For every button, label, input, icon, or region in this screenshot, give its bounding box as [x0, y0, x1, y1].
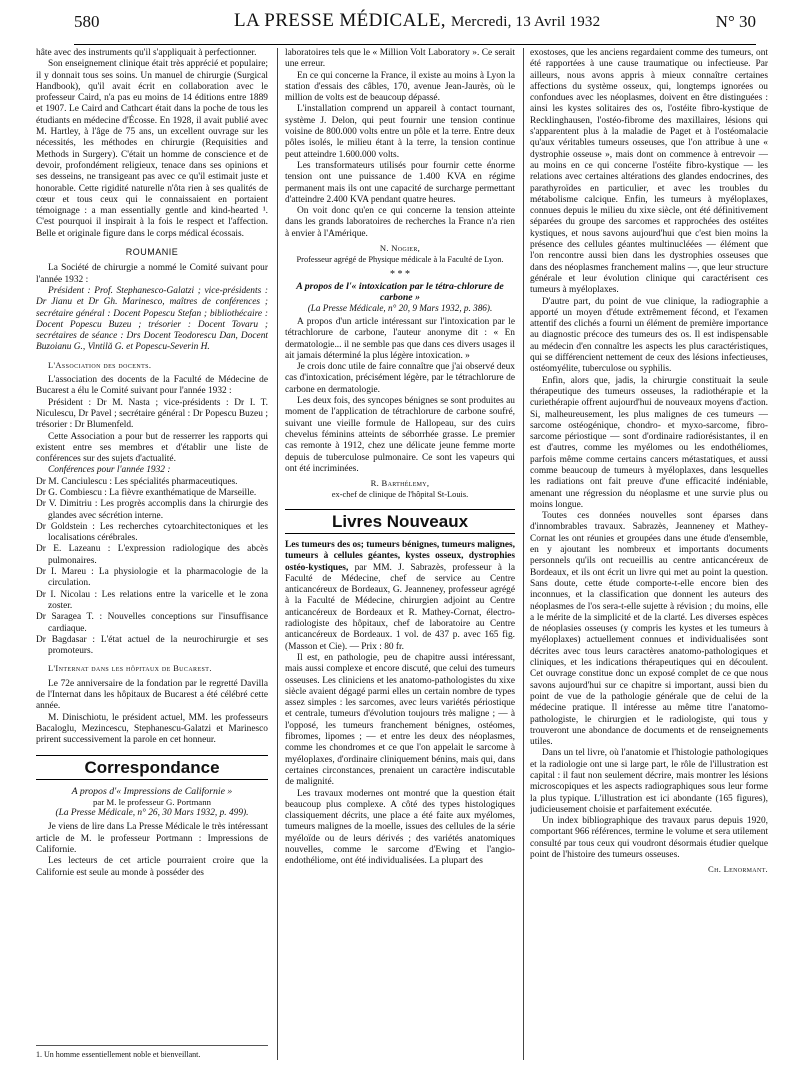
journal-title: [234, 10, 600, 32]
paragraph: Cette Association a pour but de resserrer les rapports qui existent entre ses membres et d'établir une liste de conférences sur des sujets d'actualité.: [36, 431, 268, 465]
paragraph: Dans un tel livre, où l'anatomie et l'histologie pathologiques et la radiologie ont une si large part, le rôle de l'illustration est capital : il faut non seulement décrire, mais montrer les lésions microscopiques et les aspects radiographiques sous leur forme la plus typique. L'illustration est ici abondante (165 figures), judicieusement choisie et parfaitement exécutée.: [530, 748, 768, 815]
column-3: [530, 48, 768, 1078]
article-title: A propos d'« Impressions de Californie »: [71, 785, 233, 797]
paragraph: D'autre part, du point de vue clinique, la radiographie a apporté un moyen d'étude extrêmement fécond, et l'examen attentif des clichés a fourni un élément de première importance au diagnostic précoce des tumeurs des os. Il est indispensable au médecin d'en connaître les aspects les plus caractéristiques, qui se différencient nettement de ceux des lésions infectieuses, ostéomyélite, tuberculose ou syphilis.: [530, 296, 768, 375]
page-number: 580: [74, 12, 100, 31]
conference-item: Dr I. Nicolau : Les relations entre la varicelle et le zona zoster.: [36, 589, 268, 611]
article-title: A propos de l'« intoxication par le tétra-chlorure de carbone »: [296, 280, 504, 303]
header-rule: [74, 44, 756, 45]
signature-name: N. Nogier,: [379, 243, 421, 254]
paragraph: Enfin, alors que, jadis, la chirurgie constituait la seule thérapeutique des tumeurs osseuses, la radiothérapie et la curiethérapie offrent aujourd'hui de nouveaux moyens d'action. Si, malheureusement, les plus malignes de ces tumeurs — sarcome ostéogénique, chondro- et myxo-sarcome, fibro-sarcome périostique — sont d'ordinaire radiorésistantes, il en est d'autres, comme les myélomes ou les endothéliomes, parfois même comme certains cancers métastatiques, et aussi comme beaucoup de tumeurs à myéloplaxes, dans lesquelles les radiations ont fait preuve d'une efficacité indéniable, amenant une régression du néoplasme et une survie plus ou moins longue.: [530, 375, 768, 510]
paragraph: L'association des docents de la Faculté de Médecine de Bucarest a élu le Comité suivant pour l'année 1932 :: [36, 375, 268, 397]
column-rule-1: [277, 48, 278, 1060]
page-header: [44, 6, 756, 40]
book-details: par MM. J. Sabrazès, professeur à la Faculté de Médecine, chef de service au Centre anticancéreux de Bordeaux, G. Jeanneney, professeur agrégé à la Faculté de Médecine, chirurgien adjoint au Centre anticancéreux de Bordeaux et R. Mathey-Cornat, électro-radiologiste des hôpitaux, chef de laboratoire au Centre anticancéreux de Bordeaux. 1 vol. de 437 p. avec 165 fig. (Masson et Cie). — Prix : 80 fr.: [285, 562, 515, 652]
conference-item: Dr V. Dimitriu : Les progrès accomplis dans la chirurgie des glandes avec sécrétion interne.: [36, 499, 268, 521]
article-reference: (La Presse Médicale, n° 20, 9 Mars 1932, p. 386).: [307, 302, 493, 313]
section-heading-roumanie: ROUMANIE: [125, 247, 179, 258]
paragraph: A propos d'un article intéressant sur l'intoxication par le tétrachlorure de carbone, l'auteur anonyme dit : « En dermatologie... il ne semble pas que dans ces divers usages il ait jamais déterminé la plus légère intoxication. »: [285, 316, 515, 361]
paragraph: Il est, en pathologie, peu de chapitre aussi intéressant, mais aussi complexe et encore discuté, que celui des tumeurs osseuses. Les cliniciens et les anatomo-pathologistes du xixe siècle avaient dégagé parmi elles un certain nombre de types assez simples : les sarcomes, avec leurs variétés périostique et centrale, tumeurs d'évolution toujours très maligne ; — à l'opposé, les tumeurs franchement bénignes, ostéomes, fibromes, lipomes ; — et entre les deux des néoplasmes, comme les chondromes et ce que l'on appelait le sarcome à myéloplaxes, d'ordinaire cliniquement bénins, mais qui, dans certaines circonstances, prenaient un caractère indiscutable de malignité.: [285, 652, 515, 788]
paragraph: Les transformateurs utilisés pour fournir cette énorme tension ont une puissance de 1.400 KVA en régime permanent mais ils ont une capacité de surcharge permettant d'atteindre 2.400 KVA pendant quatre heures.: [285, 160, 515, 205]
paragraph: Je crois donc utile de faire connaître que j'ai observé deux cas d'intoxication, précisément légère, par le tétrachlorure de carbone en dermatologie.: [285, 362, 515, 395]
subsection-heading-docents: L'Association des docents.: [48, 360, 152, 370]
conference-item: Dr Saragea T. : Nouvelles conceptions sur l'insuffisance cardiaque.: [36, 612, 268, 634]
column-2: [285, 48, 515, 1078]
paragraph: En ce qui concerne la France, il existe au moins à Lyon la station d'essais des câbles, 170, avenue Jean-Jaurès, où le million de volts est de beaucoup dépassé.: [285, 70, 515, 104]
paragraph: Les lecteurs de cet article pourraient croire que la Californie est seule au monde à posséder des: [36, 856, 268, 878]
paragraph: exostoses, que les anciens regardaient comme des tumeurs, ont été rapportées à une cause traumatique ou infectieuse. Par ailleurs, nous avons appris à mieux connaître certaines affections du système osseux, qui, longtemps ignorées ou confondues avec les néoplasmes, doivent en être distinguées : ainsi les kystes solitaires des os, l'ostéite fibro-kystique de Recklinghausen, l'ostéo-fibrome des maxillaires, lésions qui s'apparentent plus à la maladie de Paget et à l'ostéomalacie qu'aux véritables tumeurs osseuses, que l'on attribue à une « dystrophie osseuse », mais dont on commence à entrevoir — au moins en ce qui concerne l'ostéite fibro-kystique — les relations avec certaines altérations des glandes endocrines, des parathyroïdes en particulier, et avec les troubles du métabolisme calcique. Enfin, les tumeurs à myéloplaxes, connues depuis le milieu du xixe siècle, ont été définitivement séparées du groupe des sarcomes et rapprochées des ostéites kystiques, et nous savons aujourd'hui que c'est bien moins la présence des cellules géantes multinucléées — élément que l'on rencontre aussi bien dans les dystrophies osseuses que dans des néoplasmes franchement malins —, que leur structure générale et leur évolution clinique qui caractérisent ces tumeurs à myéloplaxes.: [530, 48, 768, 296]
article-author: par M. le professeur G. Portmann: [93, 796, 211, 807]
paragraph: Le 72e anniversaire de la fondation par le regretté Davilla de l'Internat dans les hôpitaux de Bucarest a été célébré cette année.: [36, 678, 268, 712]
paragraph: laboratoires tels que le « Million Volt Laboratory ». Ce serait une erreur.: [285, 48, 515, 70]
article-reference: (La Presse Médicale, n° 26, 30 Mars 1932, p. 499).: [55, 808, 249, 819]
signature-title: ex-chef de clinique de l'hôpital St-Louis.: [331, 490, 469, 500]
subsection-heading-internat: L'Internat dans les hôpitaux de Bucarest.: [48, 664, 212, 674]
book-entry: [285, 540, 515, 653]
paragraph: La Société de chirurgie a nommé le Comité suivant pour l'année 1932 :: [36, 263, 268, 285]
section-heading-correspondance: Correspondance: [36, 755, 268, 780]
paragraph: On voit donc qu'en ce qui concerne la tension atteinte dans les grands laboratoires de recherches la France n'a rien à envier à l'Amérique.: [285, 206, 515, 239]
issue-date: Mercredi, 13 Avril 1932: [451, 14, 601, 30]
paragraph: Je viens de lire dans La Presse Médicale le très intéressant article de M. le professeur Portmann : Impressions de Californie.: [36, 822, 268, 855]
issue-number: N° 30: [715, 12, 756, 31]
conference-item: Dr G. Combiescu : La fièvre exanthématique de Marseille.: [36, 487, 257, 498]
journal-name: LA PRESSE MÉDICALE,: [234, 10, 446, 31]
signature-title: Professeur agrégé de Physique médicale à la Faculté de Lyon.: [296, 255, 504, 265]
column-rule-2: [523, 48, 524, 1060]
paragraph: Président : Dr M. Nasta ; vice-présidents : Dr I. T. Niculescu, Dr Pavel ; secrétaire général : Dr Popescu Buzeu ; trésorier : Dr Blumenfeld.: [36, 397, 268, 431]
paragraph: M. Dinischiotu, le président actuel, MM. les professeurs Bacaloglu, Mezincescu, Stephanescu-Galatzi et Marinesco prirent successivement la parole en cet honneur.: [36, 712, 268, 746]
conference-item: Dr Goldstein : Les recherches cytoarchitectoniques et les localisations cérébrales.: [36, 521, 268, 544]
paragraph: Son enseignement clinique était très apprécié et populaire; il y donnait tous ses soins. Un manuel de chirurgie (Surgical Handbook), qu'il avait écrit en collaboration avec le professeur Caird, n'a pas eu moins de 14 éditions entre 1889 et 1907. Le Caird and Cathcart était dans la poche de tous les étudiants en médecine d'Écosse. En 1928, il avait publié avec M. Hartley, à l'âge de 75 ans, un excellent ouvrage sur les nécessités, les méthodes en chirurgie (Requisities and Methods in Surgery). C'était un homme de conscience et de devoir, profondément religieux, tenace dans ses opinions et ses desseins, ne transigeant pas avec ce qu'il estimait juste et honorable. Cette rigidité naturelle n'ôta rien à ses qualités de cœur et tous ceux qui le connaissaient en portaient témoignage : a man essentially gentle and kind-hearted ¹. C'est pourquoi il inspirait à la fois le respect et l'affection. Belle et originale figure dans le corps médical écossais.: [36, 59, 268, 239]
section-separator: * * *: [390, 268, 410, 280]
conference-item: Dr Bagdasar : L'état actuel de la neurochirurgie et ses promoteurs.: [36, 634, 268, 657]
paragraph: hâte avec des instruments qu'il s'appliquait à perfectionner.: [36, 48, 257, 58]
signature-name: Ch. Lenormant.: [708, 864, 768, 875]
section-heading-livres-nouveaux: Livres Nouveaux: [285, 509, 515, 534]
conference-item: Dr E. Lazeanu : L'expression radiologique des abcès pulmonaires.: [36, 544, 268, 566]
paragraph: Un index bibliographique des travaux parus depuis 1920, comportant 966 références, termine le volume et sera utilement consulté par tous ceux qui voudront désormais étudier quelque point de l'histoire des tumeurs osseuses.: [530, 816, 768, 861]
book-title: Les tumeurs des os; tumeurs bénignes, tumeurs malignes, tumeurs à cellules géantes, kystes osseux, dystrophies ostéo-kystiques,: [285, 539, 515, 573]
paragraph: Les travaux modernes ont montré que la question était beaucoup plus complexe. A côté des types histologiques classiquement décrits, une place a été faite aux myélomes, tumeurs malignes de la moelle, issues des cellules de la série myéloïde ou de leurs dérivés ; des variétés anatomiques nouvelles, comme le sarcome d'Ewing et l'angio-endothéliome, ont été individualisées. La plupart des: [285, 788, 515, 867]
conference-item: Dr I. Mareu : La physiologie et la pharmacologie de la circulation.: [36, 567, 268, 589]
column-1: [36, 48, 268, 1078]
paragraph: L'installation comprend un appareil à contact tournant, système J. Delon, qui peut fournir une tension continue voisine de 800.000 volts entre un pôle et la terre. Entre deux pôles isolés, le milieu étant à la terre, la tension continue peut atteindre 1.600.000 volts.: [285, 104, 515, 160]
conference-item: Dr M. Canciulescu : Les spécialités pharmaceutiques.: [36, 476, 238, 487]
paragraph: Les deux fois, des syncopes bénignes se sont produites au moment de l'application de tétrachlorure de carbone soufré, suivant une vieille formule de Hallopeau, sur des cuirs chevelus féminins atteints de séborrhée grasse. Le premier cas remonte à 1912, chez une délicate jeune femme morte depuis de tuberculose pulmonaire. Ce sont les vapeurs qui ont été incriminées.: [285, 396, 515, 474]
conferences-heading: Conférences pour l'année 1932 :: [48, 465, 171, 476]
footnote: 1. Un homme essentiellement noble et bienveillant.: [36, 1045, 268, 1059]
signature-name: R. Barthélemy,: [370, 478, 430, 489]
paragraph: Président : Prof. Stephanesco-Galatzi ; vice-présidents : Dr Jianu et Dr Gh. Marinesco, maîtres de conférences ; secrétaire général : Docent Popescu Stefan ; bibliothécaire : Docent Popescu Buzeu ; trésorier : Docent Tovaru ; secrétaires de séance : Drs Docent Teodorescu Dan, Docent Buzoianu G., Vintilă G. et Popescu-Severin H.: [36, 285, 268, 353]
paragraph: Toutes ces données nouvelles sont éparses dans d'innombrables travaux. Sabrazès, Jeanneney et Mathey-Cornat les ont réunies et groupées dans une étude d'ensemble, en y ajoutant les nombreux et importants documents personnels qu'ils ont recueillis au centre anticancéreux de Bordeaux, et ils ont écrit un livre qui met au point la question. Sans doute, cette étude comporte-t-elle encore bien des inconnues, et la classification que donnent les auteurs des néoplasmes de l'os sera-t-elle sujette à révision ; du moins, elle a le mérite de la simplicité et de la clarté. Les diverses espèces de néoplasies osseuses (y compris les kystes et les tumeurs à myéloplaxes) actuellement connues et individualisées sont décrites avec tous leurs caractères anatomo-pathologiques et cliniques, et les indications thérapeutiques qui en découlent. Cet ouvrage constitue donc un exposé complet de ce que nous savons aujourd'hui sur ce chapitre si important, aussi bien du point de vue de la pathologie générale que de celui de la médecine pratique. Il intéresse au même titre l'anatomo-pathologiste, le chirurgien et le radiologiste, qui tous y trouveront une abondance de documents et de renseignements utiles.: [530, 511, 768, 748]
